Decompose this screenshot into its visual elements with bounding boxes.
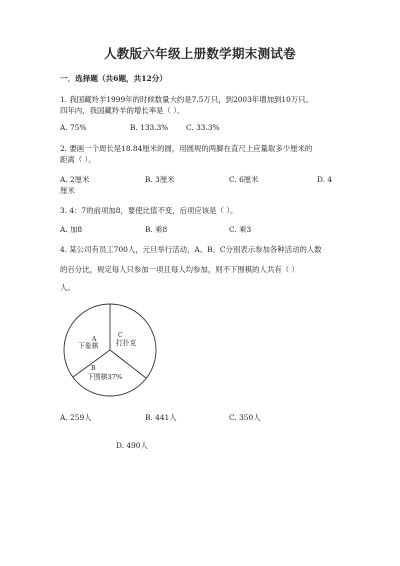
page-title: 人教版六年级上册数学期末测试卷 (103, 46, 296, 61)
question-4-option-a[interactable]: A. 259人 (60, 413, 92, 422)
question-2-option-d-unit: 厘米 (60, 186, 75, 195)
section-heading: 一．选择题（共6题，共12分） (60, 74, 167, 83)
question-2-option-a[interactable]: A. 2厘米 (60, 175, 90, 184)
question-1-option-b[interactable]: B. 133.3% (130, 123, 169, 132)
question-4-line-1: 4. 某公司有员工700人，元旦举行活动，A、B、C分别表示参加各种活动的人数 (60, 245, 322, 254)
question-3-option-b[interactable]: B. 乘8 (145, 225, 168, 234)
question-4-option-b[interactable]: B. 441人 (145, 413, 177, 422)
pie-slice-a-letter: A (92, 336, 97, 343)
question-4-line-2: 的百分比，规定每人只参加一项且每人均参加，则不下围棋的人共有（ ） (60, 265, 299, 274)
question-2-option-b[interactable]: B. 3厘米 (145, 175, 175, 184)
pie-slice-a-name: 下象棋 (78, 342, 99, 350)
question-4-option-d[interactable]: D. 490人 (116, 441, 148, 450)
question-1-option-c[interactable]: C. 33.3% (186, 123, 220, 132)
question-3-line-1: 3. 4：7的前项加8，要使比值不变，后项应该是（ ）。 (60, 206, 238, 215)
activity-pie-chart (60, 300, 160, 400)
question-2-line-2: 距离（ ）。 (60, 155, 96, 164)
question-3-option-a[interactable]: A. 加8 (60, 225, 83, 234)
question-2-option-d[interactable]: D. 4 (317, 175, 333, 184)
pie-slice-b-letter: B (91, 365, 96, 372)
question-1-line-2: 四年内，我国藏羚羊的增长率是（ ）。 (60, 106, 185, 115)
question-3-option-c[interactable]: C. 乘3 (229, 225, 252, 234)
question-1-option-a[interactable]: A. 75% (60, 123, 87, 132)
pie-slice-b-name: 下围棋37% (87, 373, 123, 381)
question-4-option-c[interactable]: C. 350人 (229, 413, 261, 422)
question-1-line-1: 1. 我国藏羚羊1999年的时候数量大约是7.5万只，到2003年增加到10万只。 (60, 95, 313, 104)
pie-slice-c-letter: C (118, 332, 123, 339)
question-2-option-c[interactable]: C. 6厘米 (229, 175, 259, 184)
pie-slice-c-name: 打扑克 (116, 339, 137, 347)
question-2-line-1: 2. 要画一个周长是18.84厘米的圆，用圆规的两脚在直尺上应量取多少厘米的 (60, 144, 313, 153)
question-4-line-3: 人。 (60, 283, 75, 292)
